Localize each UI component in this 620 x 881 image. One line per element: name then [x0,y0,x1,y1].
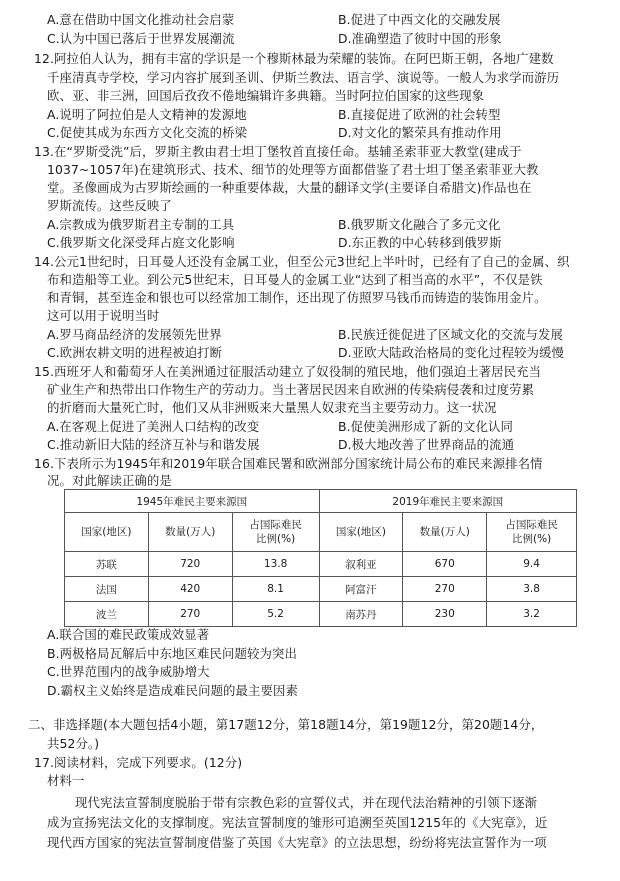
col-ratio-line1: 占国际难民 [505,519,558,531]
q16-option-a[interactable]: A.联合国的难民政策成效显著 [47,627,210,642]
col-count-1945: 数量(万人) [148,513,232,552]
cell-count-1945: 720 [148,552,232,577]
q12-stem-line: 欧、亚、非三洲，回国后孜孜不倦地编辑许多典籍。当时阿拉伯国家的这些现象 [47,88,485,103]
q12-option-c[interactable]: C.促使其成为东西方文化交流的桥梁 [47,125,248,140]
col-ratio-1945 [232,513,319,552]
table-header-2019: 2019年难民主要来源国 [319,490,576,513]
cell-ratio-2019: 9.4 [487,552,577,577]
q15-option-d[interactable]: D.极大地改善了世界商品的流通 [338,437,515,452]
col-country-2019: 国家(地区) [319,513,403,552]
q16-option-b[interactable]: B.两极格局瓦解后中东地区难民问题较为突出 [47,646,297,661]
q11-option-a[interactable]: A.意在借助中国文化推动社会启蒙 [47,12,235,27]
col-ratio-line1: 占国际难民 [249,519,302,531]
q13-option-a[interactable]: A.宗教成为俄罗斯君主专制的工具 [47,217,235,232]
section2-heading-cont: 共52分。) [47,736,100,751]
q12-option-a[interactable]: A.说明了阿拉伯是人文精神的发源地 [47,107,247,122]
q15-stem-line: 15.西班牙人和葡萄牙人在美洲通过征服活动建立了奴役制的殖民地，他们强迫土著居民充当 [34,364,542,379]
col-country-1945: 国家(地区) [65,513,149,552]
cell-count-1945: 270 [148,602,232,627]
cell-country-1945: 法国 [65,577,149,602]
q12-stem-line: 12.阿拉伯人认为，拥有丰富的学识是一个穆斯林最为荣耀的装饰。在阿巴斯王朝，各地广建数 [34,51,554,66]
table-row [65,552,577,577]
cell-ratio-1945: 5.2 [232,602,319,627]
col-ratio-line2: 比例(%) [512,533,552,545]
q14-stem-line: 这可以用于说明当时 [47,308,160,323]
q15-stem-line: 的折磨而大量死亡时，他们又从非洲贩来大量黑人奴隶充当主要劳动力。这一状况 [47,400,497,415]
q12-stem-line: 千座清真寺学校，学习内容扩展到圣训、伊斯兰教法、语言学、演说等。一般人为求学而游历 [47,70,560,85]
col-ratio-2019 [487,513,577,552]
q14-option-c[interactable]: C.欧洲农耕文明的进程被迫打断 [47,345,223,360]
col-ratio-line2: 比例(%) [256,533,296,545]
q13-stem-line: 堂。圣像画成为古罗斯绘画的一种重要体裁，大量的翻译文学(主要译自希腊文)作品也在 [47,180,532,195]
q16-option-d[interactable]: D.霸权主义始终是造成难民问题的最主要因素 [47,683,299,698]
col-count-2019: 数量(万人) [403,513,487,552]
cell-country-1945: 波兰 [65,602,149,627]
q15-option-c[interactable]: C.推动新旧大陆的经济互补与和谐发展 [47,437,260,452]
cell-ratio-1945: 8.1 [232,577,319,602]
q13-option-c[interactable]: C.俄罗斯文化深受拜占庭文化影响 [47,235,235,250]
cell-country-2019: 南苏丹 [319,602,403,627]
q13-stem-line: 13.在“罗斯受洗”后，罗斯主教由君士坦丁堡牧首直接任命。基辅圣索菲亚大教堂(建成于 [34,144,522,159]
q15-option-a[interactable]: A.在客观上促进了美洲人口结构的改变 [47,419,260,434]
q17-material-line: 成为宣扬宪法文化的支撑制度。宪法宣誓制度的雏形可追溯至英国1215年的《大宪章》，近 [47,815,548,830]
cell-count-2019: 270 [403,577,487,602]
q17-material-line: 现代西方国家的宪法宣誓制度借鉴了英国《大宪章》的立法思想，纷纷将宪法宣誓作为一项 [47,835,547,850]
cell-country-2019: 叙利亚 [319,552,403,577]
q14-stem-line: 和青铜，甚至连金和银也可以经常加工制作，还出现了仿照罗马钱币而铸造的装饰用金片。 [47,290,547,305]
cell-ratio-2019: 3.2 [487,602,577,627]
cell-country-2019: 阿富汗 [319,577,403,602]
q14-option-a[interactable]: A.罗马商品经济的发展领先世界 [47,327,222,342]
q14-stem-line: 布和造船等工业。到公元5世纪末，日耳曼人的金属工业“达到了相当高的水平”，不仅是铁 [47,272,543,287]
table-row [65,577,577,602]
q15-stem-line: 矿业生产和热带出口作物生产的劳动力。当土著居民因来自欧洲的传染病侵袭和过度劳累 [47,382,535,397]
section2-heading: 二、非选择题(本大题包括4小题，第17题12分，第18题14分，第19题12分，第20题14分， [28,717,544,732]
q16-stem-line: 16.下表所示为1945年和2019年联合国难民署和欧洲部分国家统计局公布的难民来源排名情 [34,456,543,471]
q11-option-d[interactable]: D.准确塑造了彼时中国的形象 [338,31,502,46]
q12-option-b[interactable]: B.直接促进了欧洲的社会转型 [338,107,501,122]
q14-stem-line: 14.公元1世纪时，日耳曼人还没有金属工业，但至公元3世纪上半叶时，已经有了自己的金属、织 [34,254,570,269]
q13-option-b[interactable]: B.俄罗斯文化融合了多元文化 [338,217,501,232]
cell-country-1945: 苏联 [65,552,149,577]
q16-stem-line: 况。对此解读正确的是 [47,473,172,488]
cell-ratio-1945: 13.8 [232,552,319,577]
cell-count-2019: 230 [403,602,487,627]
q12-option-d[interactable]: D.对文化的繁荣具有推动作用 [338,125,502,140]
cell-count-1945: 420 [148,577,232,602]
q17-material-label: 材料一 [47,773,85,788]
cell-ratio-2019: 3.8 [487,577,577,602]
cell-count-2019: 670 [403,552,487,577]
q11-option-c[interactable]: C.认为中国已落后于世界发展潮流 [47,31,235,46]
q14-option-d[interactable]: D.亚欧大陆政治格局的变化过程较为缓慢 [338,345,565,360]
q14-option-b[interactable]: B.民族迁徙促进了区域文化的交流与发展 [338,327,563,342]
q13-stem-line: 1037~1057年)在建筑形式、技术、细节的处理等方面都借鉴了君士坦丁堡圣索菲亚大教 [47,162,539,177]
q13-stem-line: 罗斯流传。这些反映了 [47,198,172,213]
q15-option-b[interactable]: B.促使美洲形成了新的文化认同 [338,419,514,434]
q11-option-b[interactable]: B.促进了中西文化的交融发展 [338,12,501,27]
q17-material-line: 现代宪法宣誓制度脱胎于带有宗教色彩的宣誓仪式，并在现代法治精神的引领下逐渐 [75,795,538,810]
refugee-source-table [64,489,577,627]
q17-stem: 17.阅读材料，完成下列要求。(12分) [34,755,243,770]
q16-option-c[interactable]: C.世界范围内的战争威胁增大 [47,664,210,679]
table-row [65,602,577,627]
q13-option-d[interactable]: D.东正教的中心转移到俄罗斯 [338,235,502,250]
table-header-1945: 1945年难民主要来源国 [65,490,320,513]
